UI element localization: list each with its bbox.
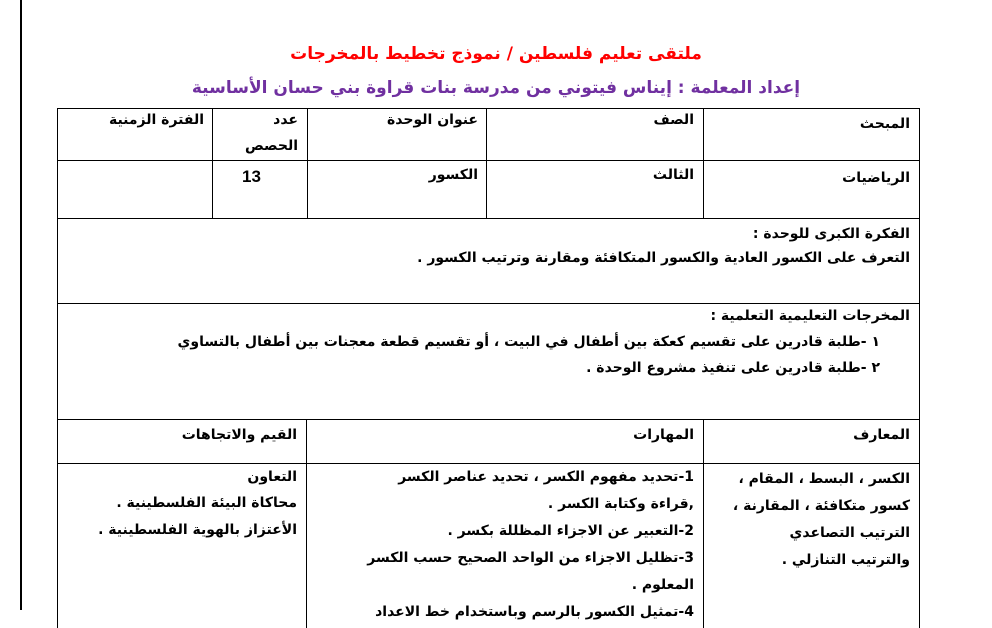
- prepared-by-line: إعداد المعلمة : إيناس فيتوني من مدرسة بنات قراوة بني حسان الأساسية: [191, 78, 801, 98]
- big-idea-label: الفكرة الكبرى للوحدة :: [752, 226, 910, 242]
- value-subject: الرياضيات: [842, 170, 910, 186]
- knowledge-line: والترتيب التنازلي .: [781, 552, 910, 568]
- big-idea-text: التعرف على الكسور العادية والكسور المتكافئة ومقارنة وترتيب الكسور .: [417, 250, 910, 266]
- knowledge-line: الكسر ، البسط ، المقام ،: [738, 471, 910, 487]
- header-skills: المهارات: [633, 427, 694, 443]
- value-grade: الثالث: [652, 167, 694, 183]
- document-title: ملتقى تعليم فلسطين / نموذج تخطيط بالمخرجات: [290, 44, 702, 64]
- skill-line: ,قراءة وكتابة الكسر .: [547, 496, 694, 512]
- header-knowledge: المعارف: [853, 427, 910, 443]
- header-lessons-count: عدد: [273, 112, 298, 128]
- header-values-attitudes: القيم والاتجاهات: [181, 427, 297, 443]
- skill-line: 3-تظليل الاجزاء من الواحد الصحيح حسب الكسر: [367, 550, 694, 566]
- value-attitude-line: الأعتزاز بالهوية الفلسطينية .: [98, 522, 297, 538]
- value-unit-title: الكسور: [428, 167, 478, 183]
- value-lessons-count: 13: [242, 167, 261, 186]
- header-time-period: الفترة الزمنية: [108, 112, 204, 128]
- outcomes-label: المخرجات التعليمية التعلمية :: [710, 308, 910, 324]
- knowledge-line: الترتيب التصاعدي: [789, 525, 910, 541]
- planning-table: [57, 108, 920, 628]
- outcome-item: ٢ -طلبة قادرين على تنفيذ مشروع الوحدة .: [586, 360, 880, 376]
- value-attitude-line: محاكاة البيئة الفلسطينية .: [116, 495, 297, 511]
- skill-line: 1-تحديد مفهوم الكسر ، تحديد عناصر الكسر: [398, 469, 694, 485]
- header-unit-title: عنوان الوحدة: [387, 112, 478, 128]
- value-attitude-line: التعاون: [247, 469, 297, 485]
- header-subject: المبحث: [859, 116, 910, 132]
- skill-line: 2-التعبير عن الاجزاء المظللة بكسر .: [447, 523, 694, 539]
- knowledge-line: كسور متكافئة ، المقارنة ،: [732, 498, 910, 514]
- outcome-item: ١ -طلبة قادرين على تقسيم كعكة بين أطفال في البيت ، أو تقسيم قطعة معجنات بين أطفال بالتساوي: [177, 334, 880, 350]
- skill-line: المعلوم .: [631, 577, 694, 593]
- header-grade: الصف: [653, 112, 694, 128]
- header-lessons-count-line2: الحصص: [244, 138, 298, 154]
- skill-line: 4-تمثيل الكسور بالرسم وباستخدام خط الاعداد: [375, 604, 694, 620]
